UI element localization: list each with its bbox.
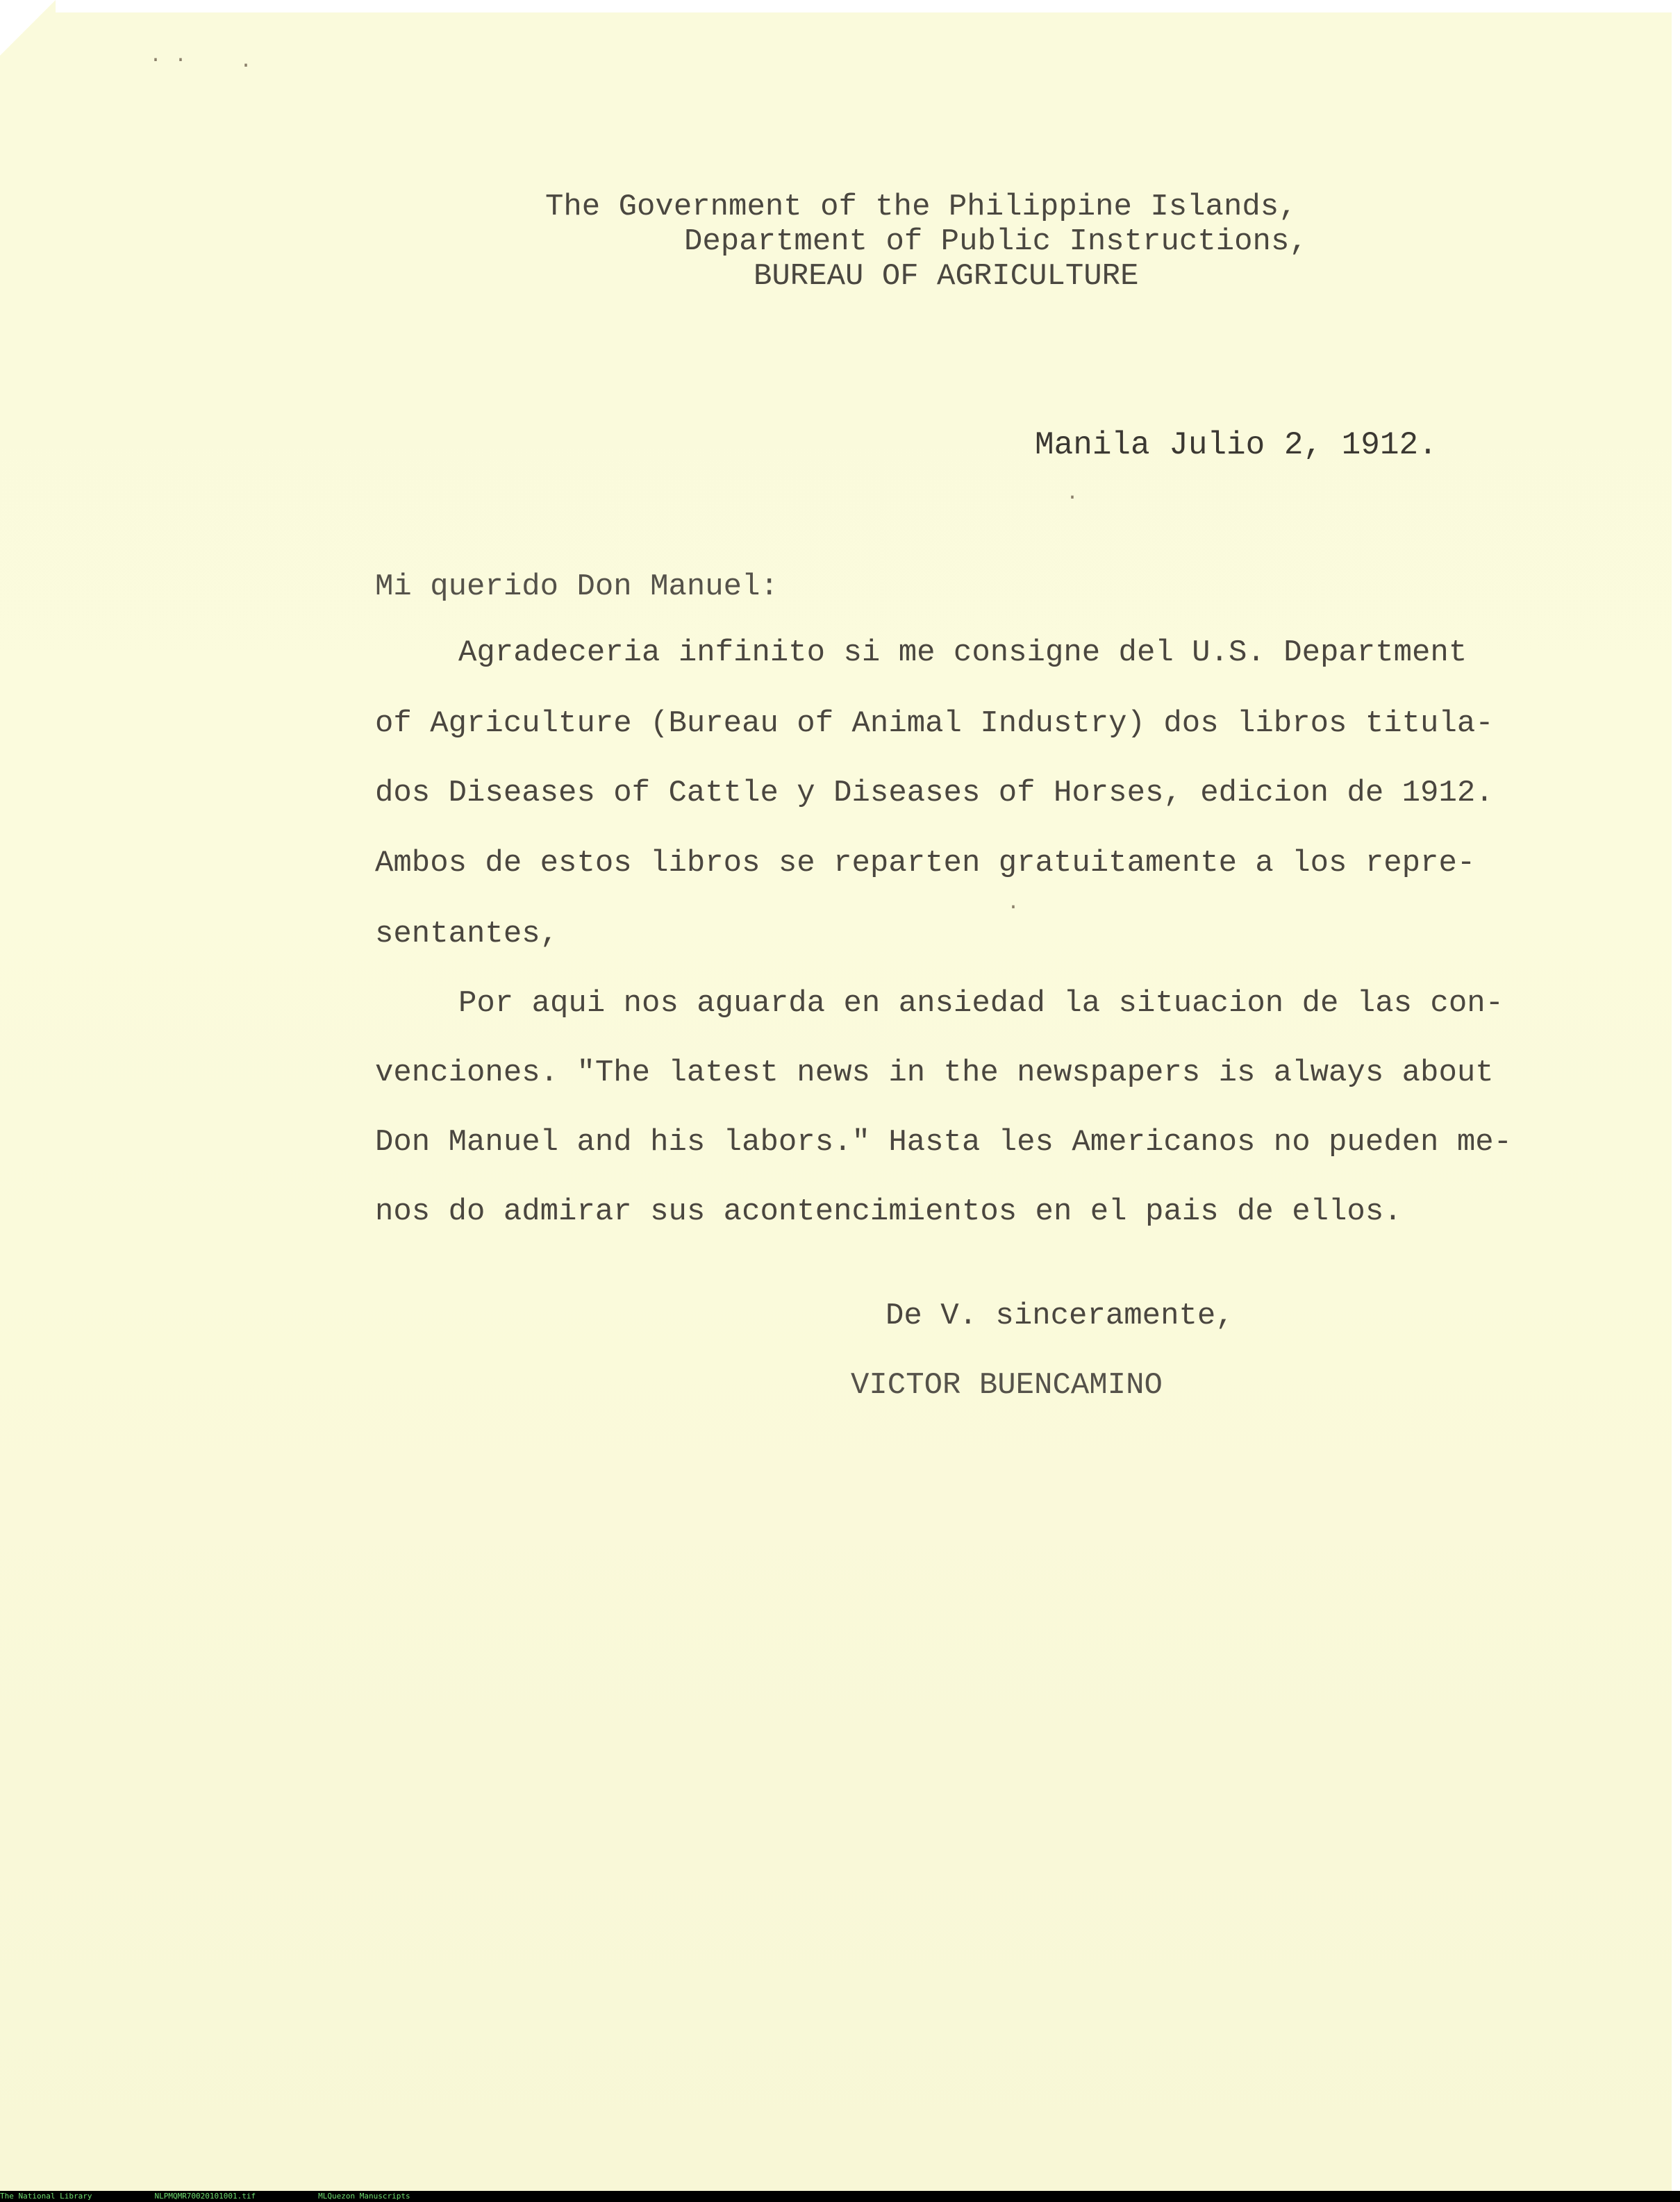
letterhead-department: Department of Public Instructions,: [684, 224, 1308, 259]
ink-speck: ·: [240, 54, 253, 78]
ink-speck: ·: [1066, 486, 1079, 510]
letterhead-bureau: BUREAU OF AGRICULTURE: [754, 259, 1139, 294]
footer-library: The National Library: [0, 2192, 92, 2201]
body-line: nos do admirar sus acontencimientos en el pais de ellos.: [375, 1194, 1402, 1229]
date-line: Manila Julio 2, 1912.: [1035, 427, 1438, 463]
signature-name: VICTOR BUENCAMINO: [851, 1368, 1163, 1403]
body-line: Por aqui nos aguarda en ansiedad la situacion de las con-: [458, 986, 1504, 1021]
closing-phrase: De V. sinceramente,: [885, 1299, 1234, 1333]
body-line: venciones. "The latest news in the newspapers is always about: [375, 1056, 1494, 1090]
body-line: Don Manuel and his labors." Hasta les Americanos no pueden me-: [375, 1125, 1513, 1160]
scan-footer-bar: [0, 2191, 1680, 2202]
salutation: Mi querido Don Manuel:: [375, 569, 779, 604]
body-line: of Agriculture (Bureau of Animal Industry) dos libros titula-: [375, 706, 1494, 741]
body-line: sentantes,: [375, 917, 559, 951]
scan-top-margin: [56, 0, 1680, 12]
footer-collection: MLQuezon Manuscripts: [318, 2192, 410, 2201]
body-line: Agradeceria infinito si me consigne del U.S. Department: [458, 635, 1467, 670]
scan-right-margin: [1672, 0, 1680, 2191]
folded-corner: [0, 0, 56, 56]
letterhead-government: The Government of the Philippine Islands,: [545, 190, 1297, 224]
body-line: Ambos de estos libros se reparten gratuitamente a los repre-: [375, 846, 1476, 881]
footer-file: NLPMQMR70020101001.tif: [154, 2192, 256, 2201]
ink-speck: ·: [1007, 896, 1020, 919]
ink-speck: · ·: [149, 49, 188, 72]
body-line: dos Diseases of Cattle y Diseases of Horses, edicion de 1912.: [375, 776, 1494, 810]
